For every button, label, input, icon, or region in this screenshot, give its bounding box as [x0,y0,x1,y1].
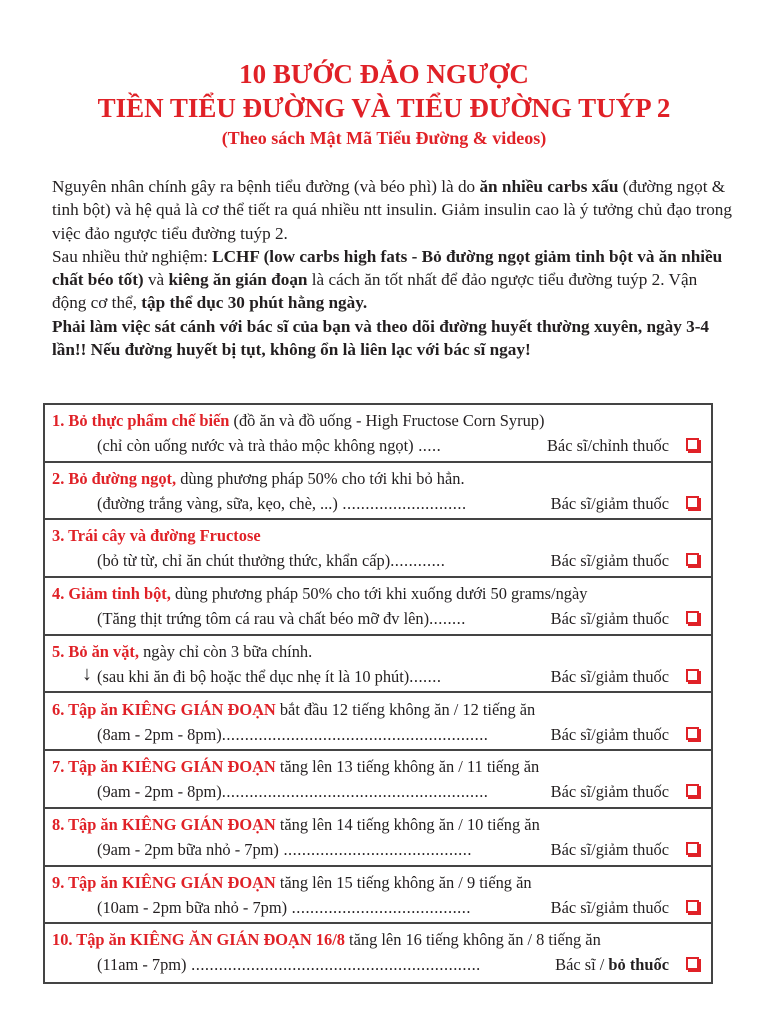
doctor-note [551,898,669,918]
step-detail-text: (10am - 2pm bữa nhỏ - 7pm) [97,897,288,917]
step-title-rest: tăng lên 14 tiếng không ăn / 10 tiếng ăn [275,814,540,834]
step-detail-text: (chỉ còn uống nước và trà thảo mộc không ngọt) [97,436,414,455]
doctor-note-text: Bác sĩ/giảm thuốc [550,897,669,917]
step-title-highlight: 5. Bỏ ăn vặt, [52,641,139,661]
doctor-note-text: Bác sĩ/giảm thuốc [550,609,669,629]
doctor-note [551,667,669,687]
step-detail [97,667,441,687]
step-title-highlight: 4. Giảm tinh bột, [52,584,171,604]
doctor-note [551,840,669,860]
step-title-highlight: 8. Tập ăn KIÊNG GIÁN ĐOẠN [52,814,276,834]
step-title-highlight: 7. Tập ăn KIÊNG GIÁN ĐOẠN [52,757,276,777]
dot-leader: ........ [429,609,466,629]
intro-bold-span: Phải làm việc sát cánh với bác sĩ của bạn và theo dõi đường huyết thường xuyên, ngày 3-4 lần!! Nếu đường huyết bị tụt, không ổn là liên lạc với bác sĩ ngay! [52,316,710,360]
dot-leader: ....................................... [287,897,471,917]
doctor-note-text: Bác sĩ/giảm thuốc [550,839,669,859]
step-detail [97,840,472,860]
step-row [45,924,711,982]
step-title-rest: tăng lên 16 tiếng không ăn / 8 tiếng ăn [344,930,601,950]
step-title [52,469,465,489]
step-title-highlight: 6. Tập ăn KIÊNG GIÁN ĐOẠN [52,699,276,719]
step-title-rest: tăng lên 15 tiếng không ăn / 9 tiếng ăn [275,872,532,892]
doctor-note-bold: bỏ thuốc [608,955,669,975]
checkbox[interactable] [686,842,699,855]
step-title-rest: ngày chỉ còn 3 bữa chính. [138,641,313,661]
checkbox[interactable] [686,438,699,451]
step-row [45,405,711,463]
doctor-note-text: Bác sĩ/giảm thuốc [550,724,669,744]
step-title-highlight: 9. Tập ăn KIÊNG GIÁN ĐOẠN [52,872,276,892]
step-detail-text: (8am - 2pm - 8pm) [97,724,222,744]
checkbox[interactable] [686,957,699,970]
step-detail-text: (9am - 2pm bữa nhỏ - 7pm) [97,839,279,859]
checkbox[interactable] [686,553,699,566]
step-title [52,700,535,720]
intro-text-span: và [143,270,169,290]
doctor-note-text: Bác sĩ/chỉnh thuốc [547,436,669,455]
step-row [45,463,711,521]
title-line-1: 10 BƯỚC ĐẢO NGƯỢC [239,59,529,89]
step-row [45,751,711,809]
down-arrow-icon: ↓ [82,662,92,685]
dot-leader: ......................................... [278,839,472,859]
step-title [52,411,544,431]
step-row [45,578,711,636]
doctor-note-text: Bác sĩ/giảm thuốc [550,551,669,571]
step-row [45,520,711,578]
step-detail-text: (bỏ từ từ, chỉ ăn chút thưởng thức, khẩn cấp) [97,551,391,571]
doctor-note [551,725,669,745]
step-title [52,584,587,604]
doctor-note-text: Bác sĩ/giảm thuốc [550,782,669,802]
step-title-rest: bắt đầu 12 tiếng không ăn / 12 tiếng ăn [275,699,536,719]
step-row [45,694,711,752]
steps-checklist [43,403,713,984]
step-title [52,930,601,950]
step-title [52,642,312,662]
intro-text-span: là cách ăn tốt nhất để đảo ngược tiểu đường tuýp 2. Vận động cơ thể, [52,270,698,313]
step-detail [97,436,441,456]
step-title-rest: (đồ ăn và đồ uống - High Fructose Corn Syrup) [229,411,545,430]
step-detail [97,898,471,918]
step-title-rest: dùng phương pháp 50% cho tới khi bỏ hẳn. [176,468,465,488]
step-title-highlight: 10. Tập ăn KIÊNG ĂN GIÁN ĐOẠN 16/8 [52,930,345,950]
checkbox[interactable] [686,900,699,913]
step-detail [97,551,445,571]
checkbox[interactable] [686,784,699,797]
step-title [52,526,261,546]
intro-paragraph-1 [52,175,732,245]
dot-leader: .......................................................... [221,782,489,802]
checkbox[interactable] [686,496,699,509]
step-detail-text: (11am - 7pm) [97,955,187,975]
intro-bold-span: kiêng ăn gián đoạn [168,270,308,290]
step-title-rest: tăng lên 13 tiếng không ăn / 11 tiếng ăn [275,757,540,777]
step-detail [97,955,481,975]
intro-bold-span: ăn nhiều carbs xấu [479,177,619,196]
checkbox[interactable] [686,611,699,624]
intro-text [52,175,732,361]
checkbox[interactable] [686,669,699,682]
step-row [45,809,711,867]
doctor-note [551,551,669,571]
intro-bold-span: LCHF (low carbs high fats - Bỏ đường ngọt giảm tinh bột và ăn nhiều chất béo tốt) [52,246,723,290]
doctor-note-text: Bác sĩ / [555,955,609,975]
dot-leader: ..... [413,436,442,455]
step-row [45,867,711,925]
dot-leader: ........................... [337,493,467,513]
step-title-rest: dùng phương pháp 50% cho tới khi xuống dưới 50 grams/ngày [170,584,588,604]
doctor-note [551,494,669,514]
step-title-highlight: 1. Bỏ thực phẩm chế biến [52,411,230,430]
doctor-note [555,955,669,975]
dot-leader: ............ [390,551,446,571]
step-detail-text: (sau khi ăn đi bộ hoặc thể dục nhẹ ít là 10 phút) [97,666,410,686]
doctor-note [551,782,669,802]
step-detail-text: (đường trắng vàng, sữa, kẹo, chè, ...) [97,493,338,513]
intro-text-span: (đường ngọt & tinh bột) và hệ quả là cơ thể tiết ra quá nhiều ntt insulin. Giảm insulin cao là ý tưởng chủ đạo trong việc đảo ngược tiểu đường tuýp 2. [52,177,732,243]
intro-paragraph-2 [52,245,732,315]
dot-leader: ....... [409,666,442,686]
step-detail [97,725,488,745]
intro-paragraph-3 [52,315,732,362]
step-title [52,757,539,777]
step-row [45,636,711,694]
dot-leader: .......................................................... [221,724,489,744]
dot-leader: ............................................................... [186,955,481,975]
doctor-note [551,609,669,629]
title-line-2: TIỀN TIỂU ĐƯỜNG VÀ TIỂU ĐƯỜNG TUÝP 2 [97,93,671,123]
step-detail [97,782,488,802]
doctor-note-text: Bác sĩ/giảm thuốc [550,493,669,513]
intro-text-span: Sau nhiều thử nghiệm: [52,246,213,266]
intro-text-span: Nguyên nhân chính gây ra bệnh tiểu đường (và béo phì) là do [52,177,480,196]
step-title-highlight: 3. Trái cây và đường Fructose [52,526,261,546]
checkbox[interactable] [686,727,699,740]
doctor-note-text: Bác sĩ/giảm thuốc [550,666,669,686]
step-title-highlight: 2. Bỏ đường ngọt, [52,468,177,488]
step-detail-text: (Tăng thịt trứng tôm cá rau và chất béo mỡ đv lên) [97,609,430,629]
step-title [52,815,540,835]
step-detail-text: (9am - 2pm - 8pm) [97,782,222,802]
step-detail [97,494,467,514]
subtitle: (Theo sách Mật Mã Tiểu Đường & videos) [221,128,547,148]
intro-bold-span: tập thể dục 30 phút hằng ngày. [141,293,368,313]
step-detail [97,609,466,629]
step-title [52,873,532,893]
doctor-note [547,436,669,456]
